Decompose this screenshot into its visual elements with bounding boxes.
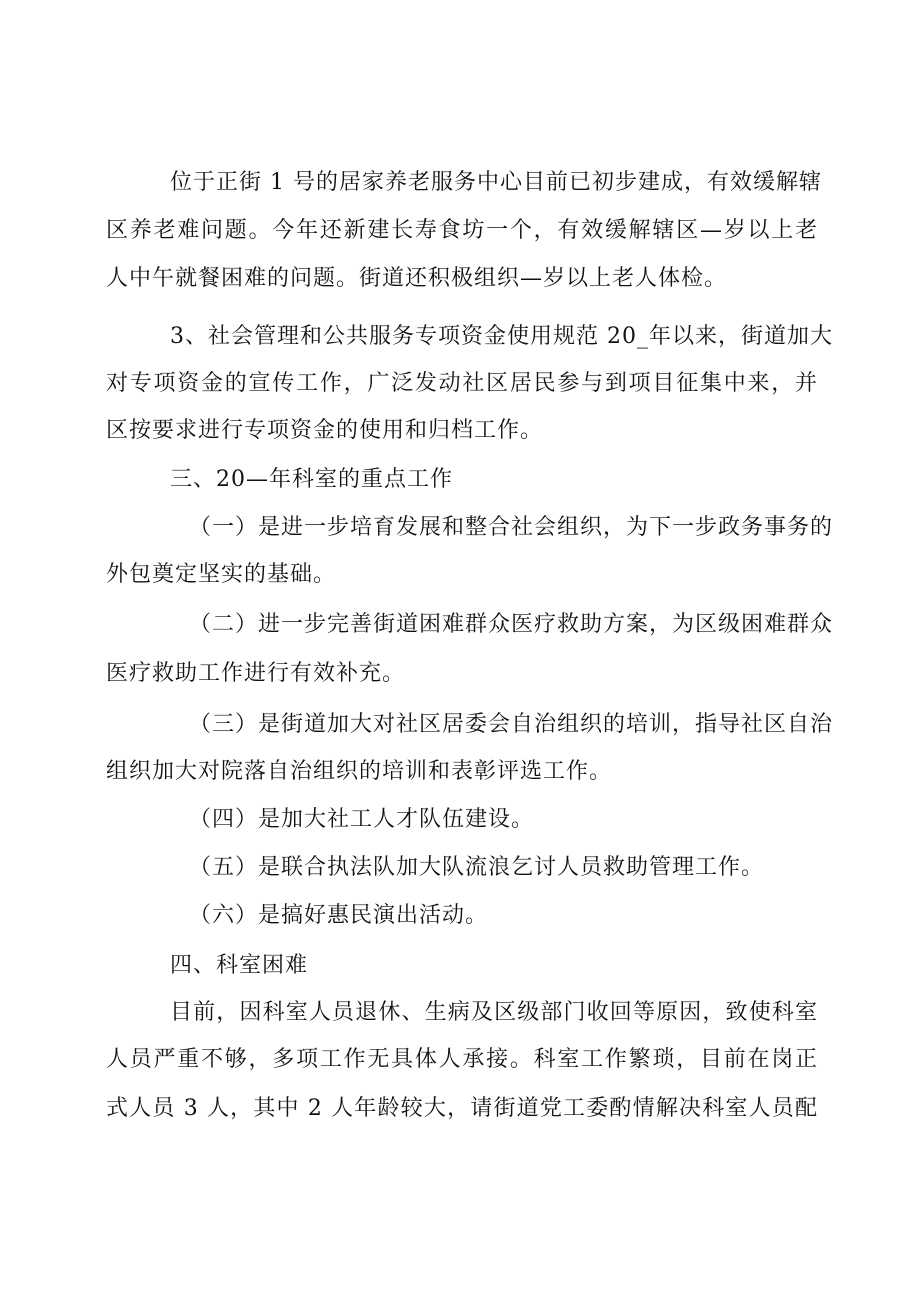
paragraph-line: 人中午就餐困难的问题。街道还积极组织—岁以上老人体检。 [106, 266, 728, 291]
paragraph-line: 外包奠定坚实的基础。 [106, 562, 337, 587]
paragraph-line: 对专项资金的宣传工作，广泛发动社区居民参与到项目征集中来，并 [106, 371, 818, 396]
list-item: （四）是加大社工人才队伍建设。 [189, 807, 535, 832]
paragraph-line: （三）是街道加大对社区居委会自治组织的培训，指导社区自治 [189, 712, 834, 737]
paragraph-line: 式人员 3 人，其中 2 人年龄较大，请街道党工委酌情解决科室人员配 [106, 1096, 818, 1121]
section-heading: 三、20—年科室的重点工作 [170, 467, 453, 492]
list-item: （六）是搞好惠民演出活动。 [189, 903, 489, 928]
section-heading: 四、科室困难 [170, 953, 309, 978]
paragraph-line: 医疗救助工作进行有效补充。 [106, 661, 406, 686]
list-item: （五）是联合执法队加大队流浪乞讨人员救助管理工作。 [189, 855, 765, 880]
paragraph-line: 位于正街 1 号的居家养老服务中心目前已初步建成，有效缓解辖 [170, 170, 822, 195]
paragraph-line: （一）是进一步培育发展和整合社会组织，为下一步政务事务的 [189, 515, 834, 540]
paragraph-line: 区养老难问题。今年还新建长寿食坊一个，有效缓解辖区—岁以上老 [106, 218, 818, 243]
paragraph-line: 目前，因科室人员退休、生病及区级部门收回等原因，致使科室 [170, 1000, 818, 1025]
paragraph-line: 人员严重不够，多项工作无具体人承接。科室工作繁琐，目前在岗正 [106, 1047, 818, 1072]
paragraph-line: 3、社会管理和公共服务专项资金使用规范 20_年以来，街道加大 [170, 324, 833, 349]
paragraph-line: 区按要求进行专项资金的使用和归档工作。 [106, 418, 544, 443]
paragraph-line: （二）进一步完善街道困难群众医疗救助方案，为区级困难群众 [189, 612, 834, 637]
paragraph-line: 组织加大对院落自治组织的培训和表彰评选工作。 [106, 759, 613, 784]
